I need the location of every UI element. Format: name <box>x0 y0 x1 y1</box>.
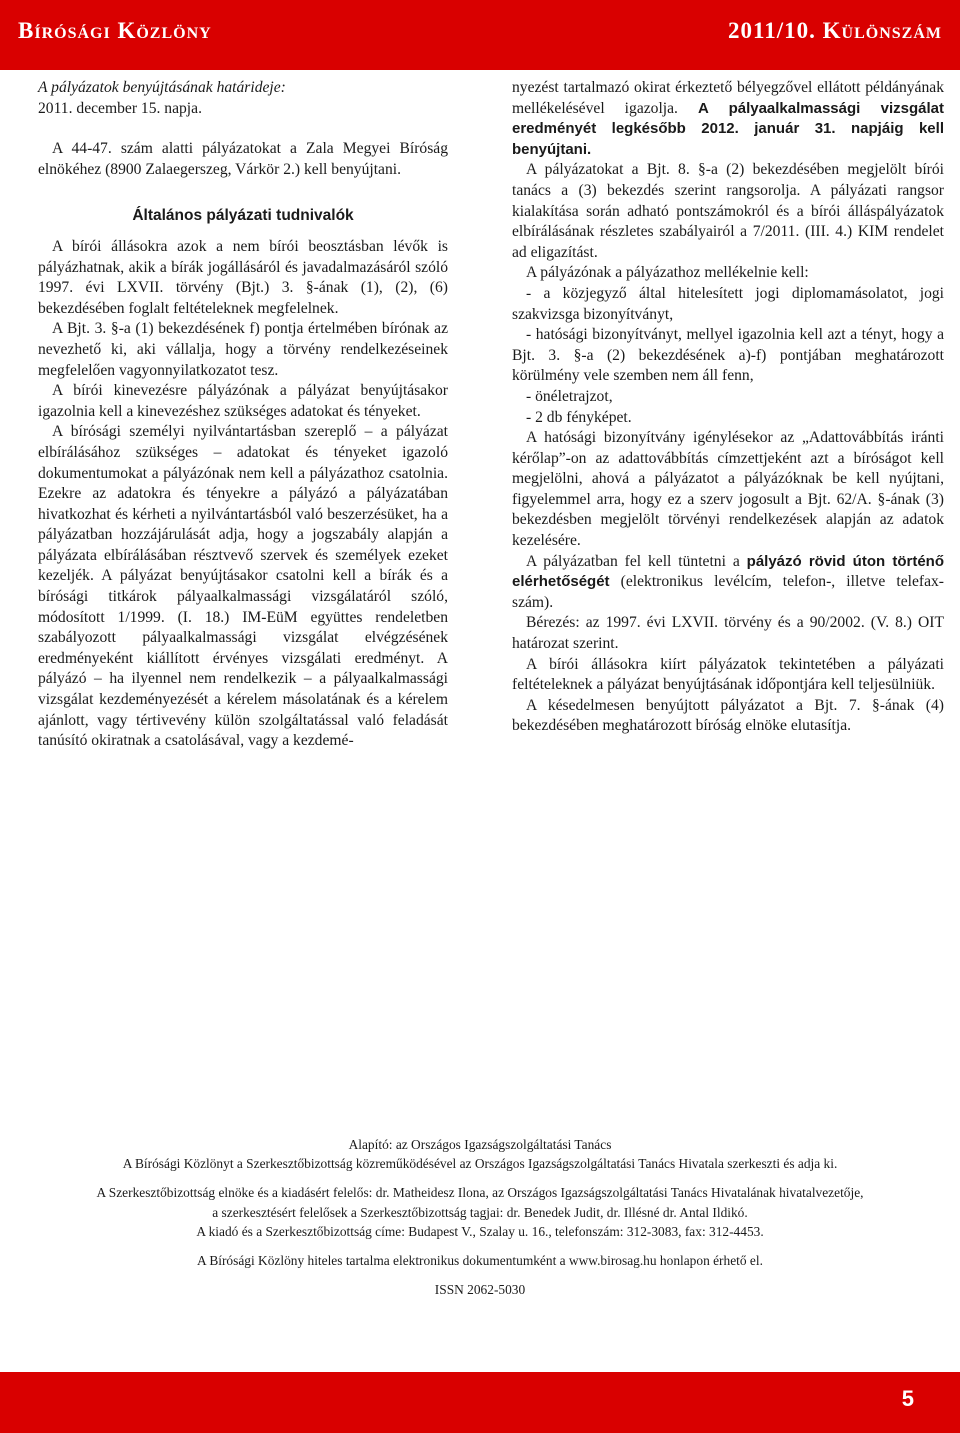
paragraph-registry-data: A bírósági személyi nyilvántartásban szereplő – a pályázat elbírálásához szükséges – adatokat és tényeket igazoló dokumentumokat a pályázónak nem kell a pályázathoz csatolnia. Ezekre az adatokra és tényekre a pályázó a pályázatában hivatkozhat és kérheti a nyilvántartásból való beszerzésüket, ha a pályázatban hozzájárulását adja, hogy a jogszabály alapján a pályázata elbírálásában résztvevő szervek és személyek ezeket kezeljék. A pályázat benyújtásakor csatolni kell a bírák és a bírósági titkárok pályaalkalmassági vizsgálatáról szóló, módosított 1/1999. (I. 18.) IM-EüM együttes rendeletben szabályozott pályaalkalmassági vizsgálat elvégzésének eredményeként kiállított érvényes vizsgálati eredményt. A pályázó – ha ilyennel nem rendelkezik – a pályaalkalmassági vizsgálat kezdeményezését a kérelem másolatának és a kérelem ajánlott, vagy tértivevény külön szolgáltatással való feladását tanúsító okiratnak a csatolásával, vagy a kezdemé- <box>38 423 448 750</box>
page-number: 5 <box>901 1386 914 1411</box>
paragraph-eligibility: A bírói állásokra azok a nem bírói beosztásban lévők is pályázhatnak, akik a bírák jogállásáról és javadalmazásáról szóló 1997. évi LXVII. törvény (Bjt.) 3. §-ának (1), (2), (6) bekezdésében foglalt feltételeknek megfelelnek. <box>38 237 448 317</box>
imprint-address: A kiadó és a Szerkesztőbizottság címe: Budapest V., Szalay u. 16., telefonszám: 312-3083, fax: 312-4453. <box>196 1223 764 1239</box>
imprint-website: A Bírósági Közlöny hiteles tartalma elektronikus dokumentumként a www.birosag.hu honlapon érhető el. <box>197 1253 763 1269</box>
paragraph-appointment-proof: A bírói kinevezésre pályázónak a pályázat benyújtásakor igazolnia kell a kinevezéshez szükséges adatokat és tényeket. <box>38 382 448 420</box>
left-column <box>38 78 448 752</box>
attachment-item: - 2 db fényképet. <box>526 408 632 426</box>
page-header <box>0 0 960 70</box>
paragraph-contact <box>512 552 944 614</box>
attachment-item: - hatósági bizonyítványt, mellyel igazolnia kell azt a tényt, hogy a Bjt. 3. §-a (2) bekezdésének a)-f) pontjában meghatározott körülmény vele szemben nem áll fenn, <box>512 326 944 385</box>
paragraph-conditions: A bírói állásokra kiírt pályázatok tekintetében a pályázati feltételeknek a pályázat benyújtásának időpontjára kell teljesülniük. <box>512 655 944 694</box>
issue-label: 2011/10. Különszám <box>728 18 942 43</box>
contact-emphasis: pályázó rövid úton történő elérhetőségét <box>512 552 944 591</box>
paragraph-certificate: A hatósági bizonyítvány igénylésekor az „Adattovábbítás iránti kérőlap”-on az adattovábbítás címzettjeként azt a bíróságot kell megjelölni, ahová a pályázatot a pályázóknak be kell nyújtani, figyelemmel arra, hogy ez a szerv jogosult a Bjt. 62/A. §-ának (3) bekezdésben megjelölt törvényi rendelkezések alapján az adatok kezelésére. <box>512 429 944 550</box>
paragraph-continuation: nyezést tartalmazó okirat érkeztető bélyegzővel ellátott példányának mellékelésével igazolja. <box>512 79 944 117</box>
paragraph-late-submission: A késedelmesen benyújtott pályázatot a Bjt. 7. §-ának (4) bekezdésében meghatározott bíróság elnöke elutasítja. <box>512 696 944 735</box>
issn: ISSN 2062-5030 <box>434 1282 526 1298</box>
contact-text-a: A pályázatban fel kell tüntetni a <box>526 552 740 570</box>
deadline-value: 2011. december 15. napja. <box>38 99 202 117</box>
deadline-label: A pályázatok benyújtásának határideje: <box>38 79 286 96</box>
imprint-footer <box>0 1135 960 1299</box>
paragraph-ranking: A pályázatokat a Bjt. 8. §-a (2) bekezdésében megjelölt bírói tanács a (3) bekezdés szerint rangsorolja. A pályázati rangsor kialakítása során adható pontszámokról és a bírói álláspályázatok elbírálásának részletes szabályairól a 7/2011. (III. 4.) KIM rendelet ad eligazítást. <box>512 161 944 261</box>
attachments-intro: A pályázónak a pályázathoz mellékelnie kell: <box>526 264 809 282</box>
page-footer-bar <box>0 1372 960 1433</box>
right-column <box>512 78 944 737</box>
section-heading: Általános pályázati tudnivalók <box>132 207 354 225</box>
paragraph-asset-declaration: A Bjt. 3. §-a (1) bekezdésének f) pontja értelmében bírónak az nevezhető ki, aki vállalja, hogy a törvény rendelkezéseinek megfelelően vagyonnyilatkozatot tesz. <box>38 320 448 379</box>
contact-text-c: (elektronikus levélcím, telefon-, illetve telefax-szám). <box>512 573 944 611</box>
paragraph-salary: Bérezés: az 1997. évi LXVII. törvény és a 90/2002. (V. 8.) OIT határozat szerint. <box>512 614 944 653</box>
imprint-editor: A Bírósági Közlönyt a Szerkesztőbizottság közreműködésével az Országos Igazságszolgáltatási Tanács Hivatala szerkeszti és adja ki. <box>122 1156 838 1172</box>
imprint-members: a szerkesztésért felelősek a Szerkesztőbizottság tagjai: dr. Benedek Judit, dr. Illésné dr. Antal Ildikó. <box>212 1204 748 1220</box>
submission-paragraph: A 44-47. szám alatti pályázatokat a Zala Megyei Bíróság elnökéhez (8900 Zalaegerszeg, Várkör 2.) kell benyújtani. <box>38 140 448 178</box>
publication-title: Bírósági Közlöny <box>18 18 212 43</box>
attachment-item: - önéletrajzot, <box>526 387 613 405</box>
deadline-notice: A pályaalkalmassági vizsgálat eredményét legkésőbb 2012. január 31. napjáig kell benyújtani. <box>512 99 944 158</box>
imprint-founder: Alapító: az Országos Igazságszolgáltatási Tanács <box>348 1137 612 1152</box>
imprint-chair: A Szerkesztőbizottság elnöke és a kiadásért felelős: dr. Matheidesz Ilona, az Országos Igazságszolgáltatási Tanács Hivatalának hivatalvezetője, <box>96 1185 864 1201</box>
attachment-item: - a közjegyző által hitelesített jogi diplomamásolatot, jogi szakvizsga bizonyítványt, <box>512 284 944 323</box>
